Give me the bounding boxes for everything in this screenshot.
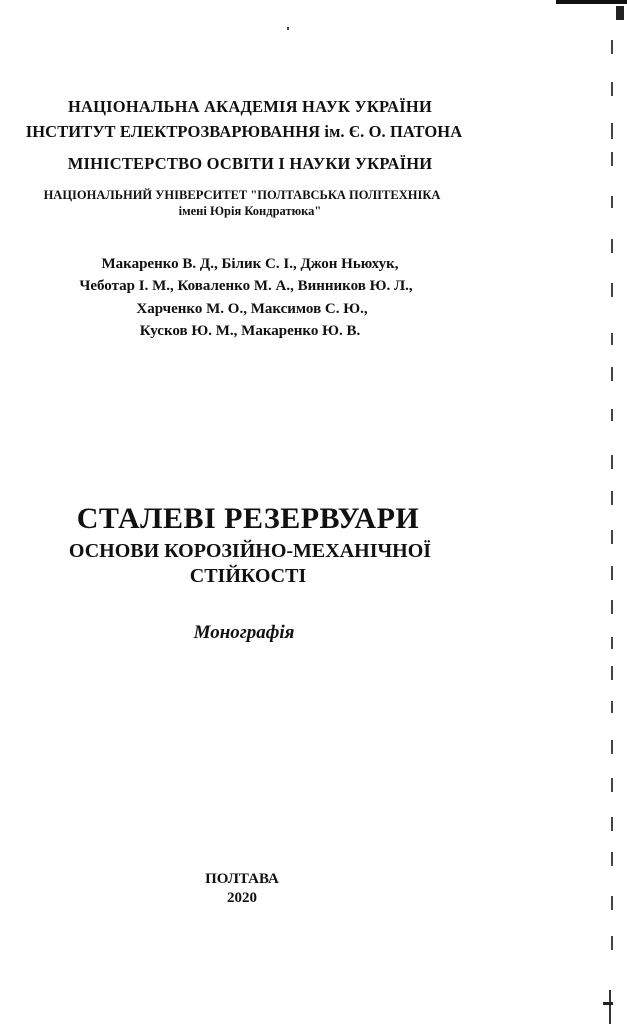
scan-edge-bottom-line bbox=[609, 990, 611, 1024]
book-title: СТАЛЕВІ РЕЗЕРВУАРИ bbox=[76, 502, 420, 535]
scan-edge-mark bbox=[611, 637, 613, 649]
scan-edge-mark bbox=[611, 82, 613, 96]
scan-edge-mark bbox=[611, 896, 613, 910]
scan-edge-mark bbox=[611, 740, 613, 754]
institution-academy: НАЦІОНАЛЬНА АКАДЕМІЯ НАУК УКРАЇНИ bbox=[67, 97, 432, 116]
scan-edge-mark bbox=[611, 852, 613, 866]
scan-edge-mark bbox=[611, 333, 613, 345]
authors-line-2: Чеботар І. М., Коваленко М. А., Винников Ю. Л., bbox=[79, 278, 413, 294]
scan-edge-mark bbox=[611, 666, 613, 680]
book-subtitle-line-2: СТІЙКОСТІ bbox=[189, 565, 307, 587]
scan-edge-mark bbox=[611, 817, 613, 831]
scan-edge-mark bbox=[611, 491, 613, 505]
scan-edge-mark bbox=[611, 600, 613, 614]
scan-edge-mark bbox=[611, 283, 613, 297]
scan-edge-mark bbox=[611, 239, 613, 253]
authors-line-3: Харченко М. О., Максимов С. Ю., bbox=[136, 301, 368, 317]
book-genre: Монографія bbox=[193, 622, 295, 643]
scan-edge-top bbox=[556, 0, 627, 4]
scan-edge-mark bbox=[611, 701, 613, 713]
scan-edge-mark bbox=[611, 40, 613, 54]
institution-ministry: МІНІСТЕРСТВО ОСВІТИ І НАУКИ УКРАЇНИ bbox=[67, 154, 433, 173]
scan-edge-mark bbox=[611, 409, 613, 421]
imprint-year: 2020 bbox=[227, 890, 257, 906]
scan-edge-mark bbox=[611, 123, 613, 139]
authors-line-1: Макаренко В. Д., Білик С. І., Джон Ньюхук, bbox=[101, 256, 399, 272]
scan-edge-mark bbox=[611, 196, 613, 208]
scan-edge-corner bbox=[616, 6, 624, 20]
scan-edge-bottom bbox=[603, 1002, 613, 1005]
institution-university: НАЦІОНАЛЬНИЙ УНІВЕРСИТЕТ "ПОЛТАВСЬКА ПОЛІТЕХНІКА bbox=[43, 188, 441, 202]
scan-speck bbox=[287, 27, 289, 30]
scan-edge-mark bbox=[611, 778, 613, 792]
institution-paton-institute: ІНСТИТУТ ЕЛЕКТРОЗВАРЮВАННЯ ім. Є. О. ПАТОНА bbox=[25, 122, 463, 141]
institution-university-name: імені Юрія Кондратюка" bbox=[178, 204, 322, 218]
scan-edge-mark bbox=[611, 530, 613, 544]
scan-edge-mark bbox=[611, 566, 613, 580]
scan-edge-mark bbox=[611, 367, 613, 381]
imprint-city: ПОЛТАВА bbox=[205, 871, 279, 887]
book-subtitle-line-1: ОСНОВИ КОРОЗІЙНО-МЕХАНІЧНОЇ bbox=[68, 540, 432, 562]
authors-line-4: Кусков Ю. М., Макаренко Ю. В. bbox=[139, 323, 361, 339]
scan-edge-mark bbox=[611, 152, 613, 166]
scan-edge-mark bbox=[611, 936, 613, 950]
scan-edge-mark bbox=[611, 455, 613, 469]
